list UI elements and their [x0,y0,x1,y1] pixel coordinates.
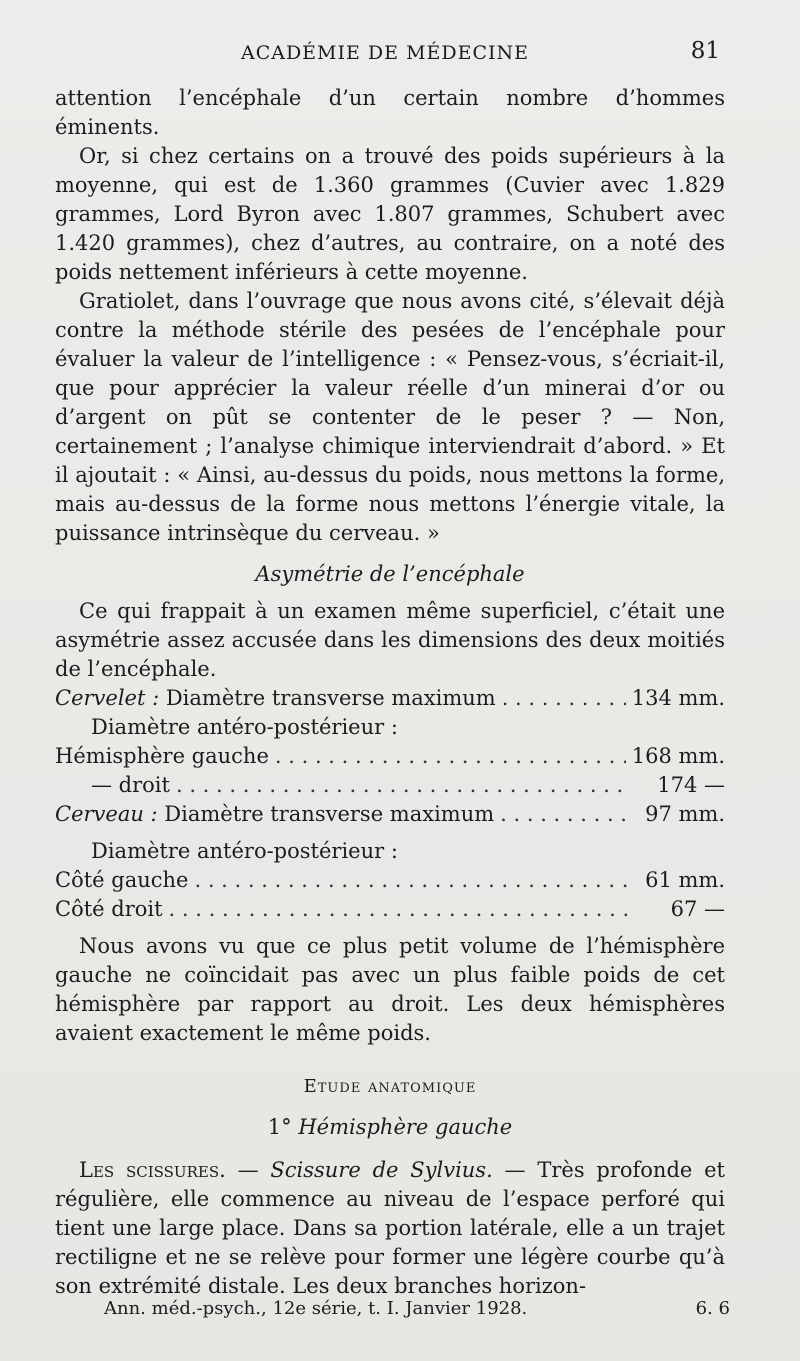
measurement-value: 134 mm. [631,686,725,710]
paragraph: Nous avons vu que ce plus petit volume de l’hémisphère gauche ne coïncidait pas avec un plus faible poids de cet hémisphère par rapport au droit. Les deux hémisphères avaient exactement le même poids. [55,934,725,1045]
measurement-label: Diamètre antéro-postérieur : [91,715,398,739]
paragraph: Gratiolet, dans l’ouvrage que nous avons cité, s’élevait déjà contre la méthode stérile des pesées de l’encéphale pour évaluer la valeur de l’intelligence : « Pensez-vous, s’écriait-il, que pour apprécier la valeur réelle d’un minerai d’or ou d’argent on pût se contenter de le peser ? — Non, certainement ; l’analyse chimique interviendrait d’abord. » Et il ajoutait : « Ainsi, au-dessus du poids, nous mettons la forme, mais au-dessus de la forme nous mettons l’énergie vitale, la puissance intrinsèque du cerveau. » [55,289,725,545]
subsection-number: 1° [267,1115,292,1139]
measurement-label: Hémisphère gauche [55,744,269,768]
paragraph-text: — Très profonde et régulière, elle commence au niveau de l’espace perforé qui tient une large place. Dans sa portion latérale, elle a un trajet rectiligne et ne se relève pour former une légère courbe qu’à son extrémité distale. Les deux branches horizon- [55,1158,725,1298]
measurement-subheading [55,837,725,866]
paragraph-subtitle: Scissure de Sylvius. [270,1158,493,1182]
subsection-heading [55,1113,725,1142]
measurement-text: Diamètre transverse maximum [157,802,495,826]
measurement-label: Cerveau : [55,802,158,826]
measurement-label: Cervelet : [55,686,160,710]
measurement-row-hemisphere-gauche [55,742,725,771]
page-body [55,84,725,1301]
measurement-value: 67 — [670,897,725,921]
measurement-value: 168 mm. [631,744,725,768]
leader-dots [176,771,627,800]
subsection-title: Hémisphère gauche [298,1115,513,1139]
section-heading-etude: Etude anatomique [303,1076,477,1097]
measurement-row-cerveau [55,800,725,829]
leader-dots [502,684,626,713]
leader-dots [194,866,627,895]
running-header [50,38,720,76]
measurement-value: 61 mm. [645,868,725,892]
header-title: ACADÉMIE DE MÉDECINE [240,42,530,64]
leader-dots [275,742,626,771]
measurement-row-cervelet [55,684,725,713]
paragraph: Ce qui frappait à un examen même superficiel, c’était une asymétrie assez accusée dans les dimensions des deux moitiés de l’encéphale. [55,599,725,681]
leader-dots [169,895,627,924]
paragraph: Or, si chez certains on a trouvé des poids supérieurs à la moyenne, qui est de 1.360 grammes (Cuvier avec 1.829 grammes, Lord Byron avec 1.807 grammes, Schubert avec 1.420 grammes), chez d’autres, au contraire, on a noté des poids nettement inférieurs à cette moyenne. [55,144,725,284]
measurement-label: Côté gauche [55,868,189,892]
paragraph [55,1156,725,1301]
measurement-text: Diamètre transverse maximum [159,686,496,710]
paragraph-lead: Les scissures. [79,1158,226,1182]
paragraph: attention l’encéphale d’un certain nombre d’hommes éminents. [55,86,725,139]
measurement-label: — droit [91,773,170,797]
measurement-row-cote-droit [55,895,725,924]
footer-journal: Ann. méd.-psych., 12e série, t. I. Janvier 1928. [104,1298,528,1319]
measurement-subheading [55,713,725,742]
dash: — [225,1158,271,1182]
measurement-row-hemisphere-droit [55,771,725,800]
section-heading-asymetrie: Asymétrie de l’encéphale [255,562,525,586]
leader-dots [500,800,627,829]
page-footer [104,1298,730,1319]
measurement-row-cote-gauche [55,866,725,895]
measurement-value: 97 mm. [645,802,725,826]
page-number: 81 [690,38,720,64]
measurement-value: 174 — [657,773,725,797]
measurement-label: Côté droit [55,897,163,921]
footer-signature: 6. 6 [695,1298,730,1319]
measurement-label: Diamètre antéro-postérieur : [91,839,398,863]
